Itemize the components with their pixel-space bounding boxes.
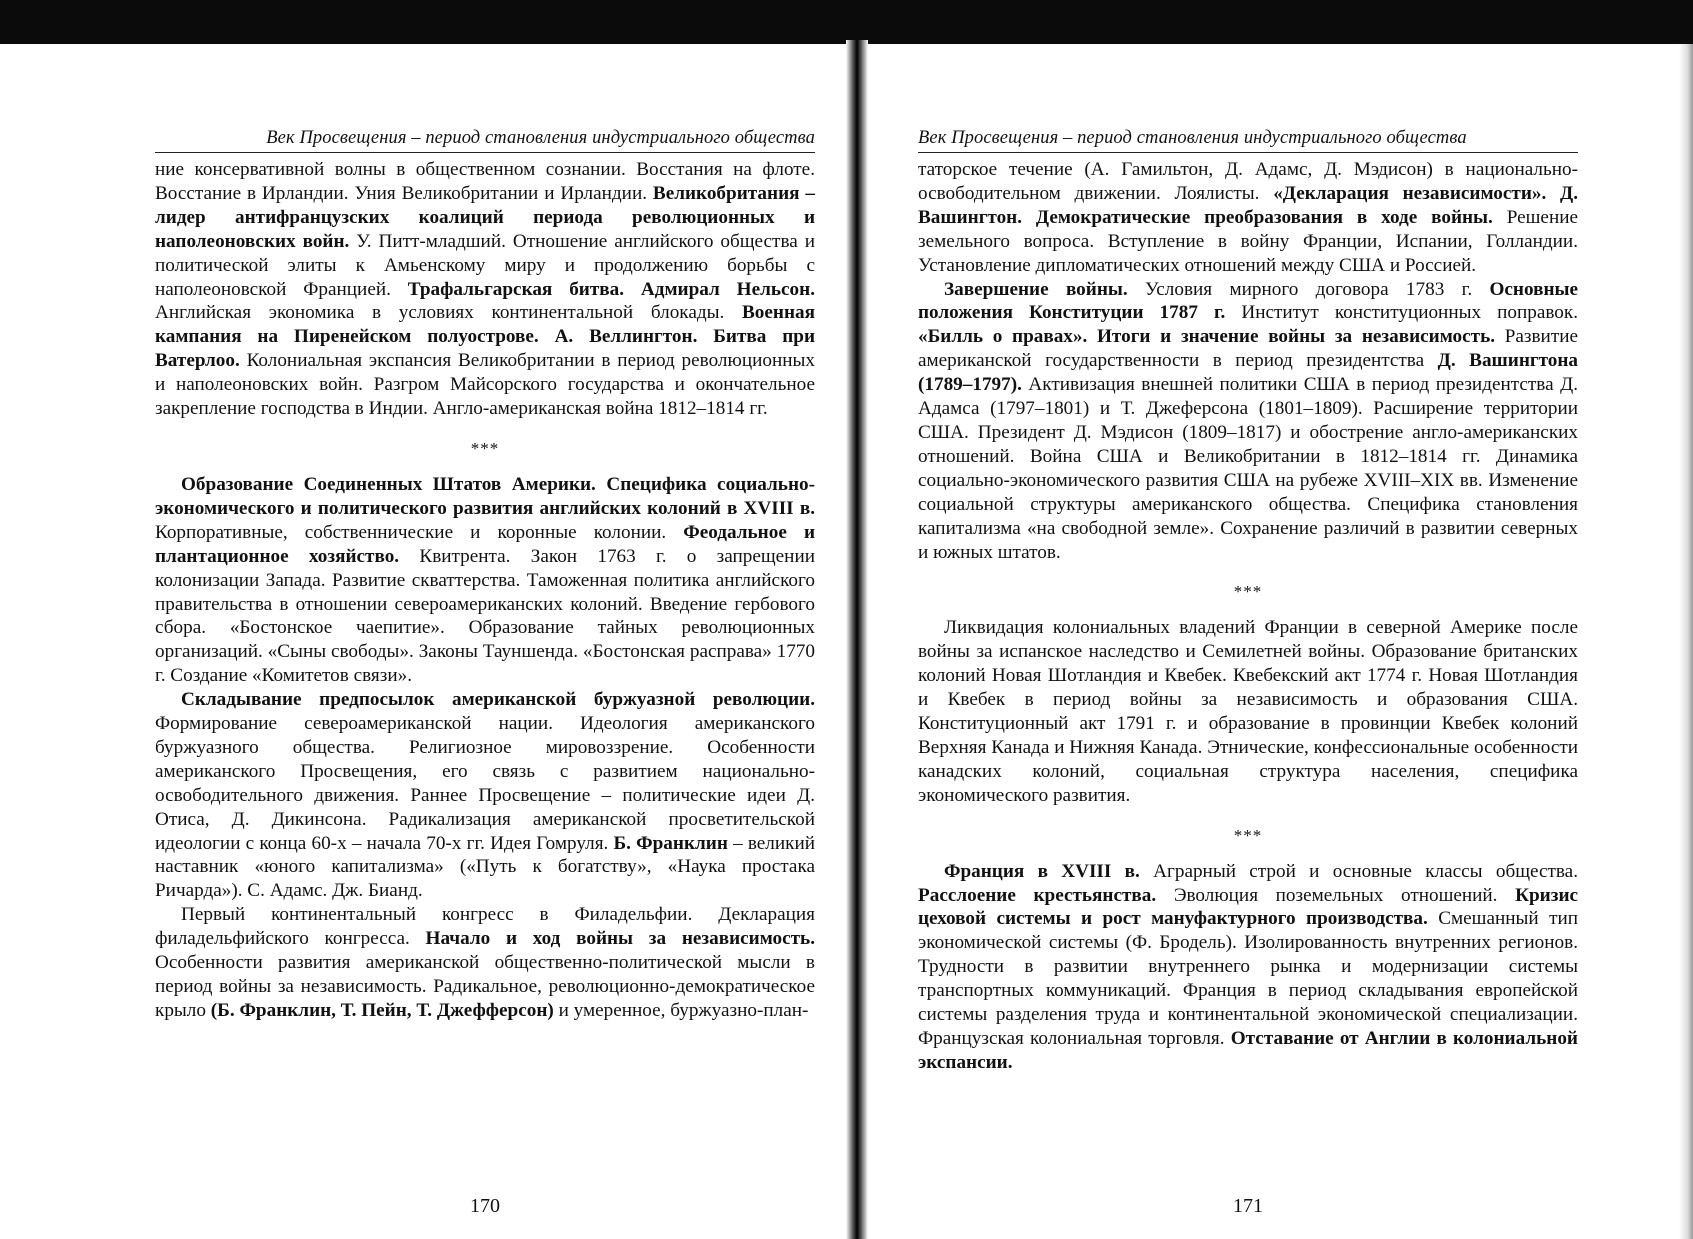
running-head-left: Век Просвещения – период становления индустриального общества [155, 128, 815, 153]
text-run: Корпоративные, собственнические и коронные колонии. [155, 521, 684, 543]
bold-run: Основные положения Конституции 1787 г. [918, 278, 1579, 324]
text-run: У. Питт-младший. Отношение английского общества и политической элиты к Амьенскому миру и продолжению борьбы с наполеоновской Францией. [155, 230, 815, 300]
bold-run: Военная кампания на Пиренейском полуострове. А. Веллингтон. Битва при Ватерлоо. [155, 302, 815, 372]
text-run: Квитрента. Закон 1763 г. о запрещении колонизации Запада. Развитие скваттерства. Таможенная политика английского правительства в отношении североамериканских колоний. Введение гербового сбора. «Бостонское чаепитие». Образование тайных революционных организаций. «Сыны свободы». Законы Тауншенда. «Бостонская расправа» 1770 г. Создание «Комитетов связи». [155, 545, 815, 687]
bold-run: Расслоение крестьянства. [918, 884, 1157, 906]
right-page-body [918, 158, 1578, 1075]
text-run: Колониальная экспансия Великобритании в период революционных и наполеоновских войн. Разгром Майсорского государства и окончательное закрепление господства в Индии. Англо-американская война 1812–1814 гг. [155, 350, 815, 420]
page-number-left: 170 [470, 1195, 500, 1217]
section-divider: *** [1233, 582, 1263, 602]
paragraph [918, 616, 1578, 807]
book-gutter-shadow [846, 40, 868, 1239]
paragraph [155, 903, 815, 1023]
text-run: таторское течение (А. Гамильтон, Д. Адамс, Д. Мэдисон) в национально-освободительном движении. Лоялисты. [918, 159, 1578, 204]
bold-run: Начало и ход войны за независимость. [425, 928, 815, 950]
text-run: – великий наставник «юного капитализма» («Путь к богатству», «Наука простака Ричарда»). С. Адамс. Дж. Бианд. [155, 832, 815, 902]
text-run: Смешанный тип экономической системы (Ф. Бродель). Изолированность внутренних регионов. Трудности в развитии внутреннего рынка и модернизации системы транспортных коммуникаций. Франция в период складывания европейской системы разделения труда и континентальной экономической специализации. Французская колониальная торговля. [918, 908, 1579, 1049]
running-head-right: Век Просвещения – период становления индустриального общества [918, 128, 1578, 153]
bold-run: Складывание предпосылок американской буржуазной революции. [181, 689, 815, 711]
bold-run: Кризис цеховой системы и рост мануфактурного производства. [918, 884, 1579, 930]
bold-run: Феодальное и плантационное хозяйство. [155, 521, 815, 567]
text-run: Эволюция поземельных отношений. [1156, 884, 1516, 906]
paragraph [918, 860, 1578, 1075]
paragraph [918, 158, 1578, 278]
text-run: ние консервативной волны в общественном сознании. Восстания на флоте. Восстание в Ирландии. Уния Великобритании и Ирландии. [155, 159, 815, 204]
text-run: Первый континентальный конгресс в Филадельфии. Декларация филадельфийского конгресса. [155, 904, 815, 950]
text-run: Условия мирного договора 1783 г. [1127, 278, 1490, 300]
page-edge-shadow [1679, 44, 1693, 1239]
section-divider: *** [470, 438, 500, 458]
text-run: Английская экономика в условиях континентальной блокады. [155, 302, 742, 324]
section-divider: *** [1233, 825, 1263, 845]
scanner-top-edge [0, 0, 1693, 44]
text-run: Активизация внешней политики США в период президентства Д. Адамса (1797–1801) и Т. Джеферсона (1801–1809). Расширение территории США. Президент Д. Мэдисон (1809–1817) и обострение англо-американских отношений. Война США и Великобритании в 1812–1814 гг. Динамика социально-экономического развития США на рубеже XVIII–XIX вв. Изменение социальной структуры американского общества. Специфика становления капитализма «на свободной земле». Сохранение различий в развитии северных и южных штатов. [918, 374, 1578, 563]
text-run: Развитие американской государственности в период президентства [918, 326, 1578, 372]
text-run: Аграрный строй и основные классы общества. [1139, 860, 1578, 882]
bold-run: Трафальгарская битва. Адмирал Нельсон. [407, 278, 815, 300]
page-number-right: 171 [1233, 1195, 1263, 1217]
bold-run: Франция в XVIII в. [944, 860, 1140, 882]
left-page [155, 128, 815, 1023]
paragraph [155, 688, 815, 903]
text-run: Решение земельного вопроса. Вступление в войну Франции, Испании, Голландии. Установление дипломатических отношений между США и Россией. [918, 206, 1578, 276]
right-page [918, 128, 1578, 1075]
text-run: и умеренное, буржуазно-план- [553, 999, 809, 1021]
bold-run: Завершение войны. [944, 278, 1128, 300]
bold-run: Отставание от Англии в колониальной экспансии. [918, 1028, 1578, 1073]
text-run: Особенности развития американской общественно-политической мысли в период войны за независимость. Радикальное, революционно-демократическое крыло [155, 952, 815, 1021]
bold-run: Б. Франклин [613, 832, 728, 854]
left-page-body [155, 158, 815, 1023]
text-run: Ликвидация колониальных владений Франции в северной Америке после войны за испанское наследство и Семилетней войны. Образование британских колоний Новая Шотландия и Квебек. Квебекский акт 1774 г. Новая Шотландия и Квебек в период войны за независимость и образования США. Конституционный акт 1791 г. и образование в провинции Квебек колоний Верхняя Канада и Нижняя Канада. Этнические, конфессиональные особенности канадских колоний, социальная структура населения, специфика экономического развития. [918, 617, 1578, 806]
paragraph [918, 278, 1578, 565]
bold-run: (Б. Франклин, Т. Пейн, Т. Джефферсон) [210, 999, 554, 1021]
bold-run: Великобритания – лидер антифранцузских коалиций периода революционных и наполеоновских войн. [155, 182, 815, 252]
text-run: Формирование североамериканской нации. Идеология американского буржуазного общества. Религиозное мировоззрение. Особенности американского Просвещения, его связь с развитием национально-освободительного движения. Раннее Просвещение – политические идеи Д. Отиса, Д. Дикинсона. Радикализация американской просветительской идеологии с конца 60-х – начала 70-х гг. Идея Гомруля. [155, 713, 815, 854]
bold-run: Д. Вашингтона (1789–1797). [918, 350, 1578, 396]
paragraph [155, 473, 815, 688]
bold-run: Образование Соединенных Штатов Америки. Специфика социально-экономического и политического развития английских колоний в XVIII в. [155, 473, 815, 519]
bold-run: «Билль о правах». Итоги и значение войны за независимость. [918, 326, 1496, 348]
paragraph [155, 158, 815, 421]
bold-run: «Декларация независимости». Д. Вашингтон. Демократические преобразования в ходе войны. [918, 182, 1578, 228]
text-run: Институт конституционных поправок. [1225, 302, 1578, 324]
